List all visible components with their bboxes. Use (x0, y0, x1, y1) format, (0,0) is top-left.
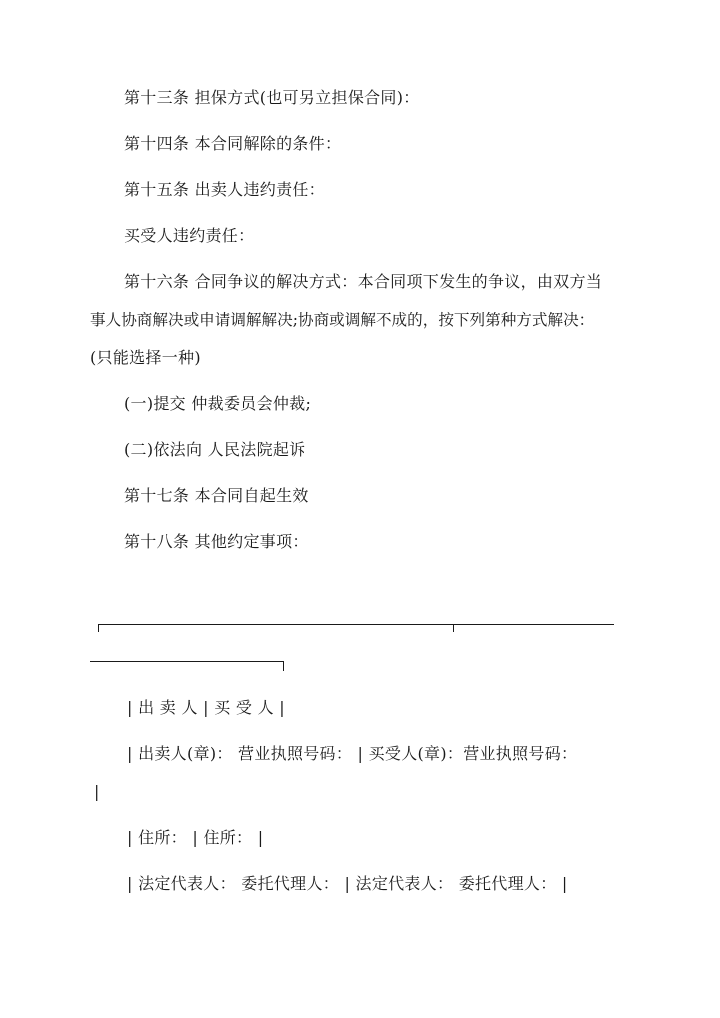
dispute-option-2: (二)依法向 人民法院起诉 (124, 440, 306, 459)
article-17: 第十七条 本合同自起生效 (124, 486, 309, 505)
table-row-seal-license: | 出卖人(章)： 营业执照号码： | 买受人(章)：营业执照号码： (127, 744, 578, 763)
article-15: 第十五条 出卖人违约责任： (124, 180, 325, 199)
article-16-line-1: 第十六条 合同争议的解决方式：本合同项下发生的争议，由双方当 (124, 272, 603, 291)
article-16-line-2: 事人协商解决或申请调解解决;协商或调解不成的，按下列第种方式解决： (90, 311, 595, 329)
article-18: 第十八条 其他约定事项： (124, 532, 309, 551)
article-13: 第十三条 担保方式(也可另立担保合同)： (124, 88, 420, 107)
table-row-address: | 住所： | 住所： | (127, 828, 264, 847)
buyer-liability: 买受人违约责任： (124, 226, 255, 245)
article-14: 第十四条 本合同解除的条件： (124, 134, 342, 153)
article-16-line-3: (只能选择一种) (90, 348, 201, 367)
table-row-representatives: | 法定代表人： 委托代理人： | 法定代表人： 委托代理人： | (127, 874, 568, 893)
dispute-option-1: (一)提交 仲裁委员会仲裁; (124, 394, 312, 413)
table-header-row: | 出 卖 人 | 买 受 人 | (127, 698, 285, 717)
table-row-seal-license-continued: | (94, 782, 100, 801)
